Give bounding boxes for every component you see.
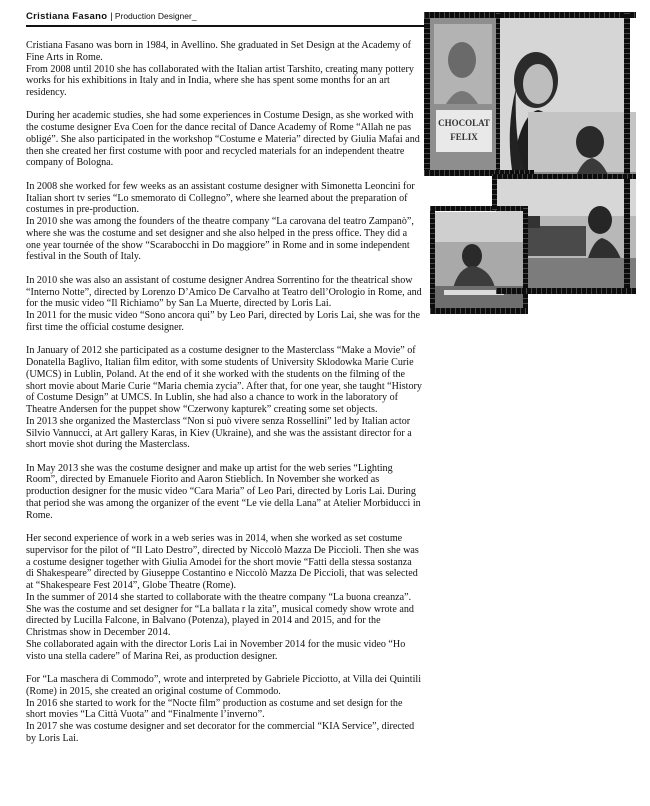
bio-paragraph-4 [26, 275, 422, 334]
bio-paragraph-7 [26, 533, 422, 662]
bio-line: Cristiana Fasano was born in 1984, in Avellino. She graduated in Set Design at the Academy of Fine Arts in Rome. [26, 40, 411, 63]
bio-paragraph-1 [26, 40, 422, 99]
cutting-photo-image [434, 212, 524, 310]
biography-text [26, 40, 422, 756]
bio-line: In 2008 she worked for few weeks as an assistant costume designer with Simonetta Leoncini for Italian short tv series “Lo smemorato di Collegno”, where she learned about the preparation of costumes in pre-production. [26, 180, 415, 216]
bio-line: Her second experience of work in a web series was in 2014, when she worked as set costume supervisor for the pilot of “Il Lato Destro”, directed by Niccolò Mazza De Piccioli. Then she was a costume designer together with Giulia Amodei for the short movie “Fatti della stessa sostanza di Shakespeare” directed by Giuseppe Costantino e Niccolò Mazza De Piccioli, that was selected at “Shakespeare Fest 2014”, Globe Theatre (Rome). [26, 533, 419, 592]
bio-paragraph-5 [26, 345, 422, 451]
designer-role: Production Designer_ [114, 11, 197, 21]
bio-line: In 2013 she organized the Masterclass “Non si può vivere senza Rossellini” led by Italian actor Silvio Vannucci, at Art gallery Karas, in Kiev (Ukraine), and she was the assistant director for a short movie shot during the Masterclass. [26, 415, 412, 451]
bio-line: In January of 2012 she participated as a costume designer to the Masterclass “Make a Movie” of Donatella Baglivo, Italian film editor, with some students of University Sklodowka Marie Curie (UMCS) in Lublin, Poland. At the end of it she worked with the students on the filming of the short movie about Marie Curie “Maria chemia zycia”. After that, for one year, she taught “History of Costume Design” at UMCS. In Lublin, she had also a chance to work in the laboratory of Theatre Andersen for the puppet show “Czerwony kapturek” creating some set objects. [26, 345, 422, 415]
bio-line: In the summer of 2014 she started to collaborate with the theatre company “La buona creanza”. She was the costume and set designer for “La ballata r la zita”, musical comedy show wrote and directed by Lucilla Falcone, in Balvano (Potenza), played in 2014 and 2015, and for the Christmas show in December 2014. [26, 591, 414, 639]
bio-line: In 2010 she was also an assistant of costume designer Andrea Sorrentino for the theatrical show “Interno Notte”, directed by Lorenzo D’Amico De Carvalho at Teatro dell’Orologio in Rome, and for the music video “Il Richiamo” by San La Muerte, directed by Loris Lai. [26, 274, 422, 310]
bio-line: In May 2013 she was the costume designer and make up artist for the web series “Lighting Room”, directed by Emanuele Fiorito and Aaron Stieblich. In November she worked as production designer for the music video “Cara Maria” of Leo Pari, directed by Loris Lai. During that period she was among the organizer of the event “Le vie della Lana” at Atelier Morbiducci in Rome. [26, 462, 421, 521]
page-header [26, 9, 197, 23]
bio-line: In 2016 she started to work for the “Nocte film” production as costume and set design for the short movies “La Città Vuota” and “Finalmente l’inverno”. [26, 697, 403, 721]
bio-line: In 2011 for the music video “Sono ancora qui” by Leo Pari, directed by Loris Lai, she was for the first time the official costume designer. [26, 310, 421, 333]
bio-line: For “La maschera di Commodo”, wrote and interpreted by Gabriele Picciotto, at Villa dei Quintili (Rome) in 2015, she created an original costume of Commodo. [26, 674, 421, 697]
bio-line: From 2008 until 2010 she has collaborated with the Italian artist Tarshito, creating many pottery works for his exhibitions in Italy and in India, where she has spent some months for an art residency. [26, 63, 414, 98]
bio-line: In 2010 she was among the founders of the theatre company “La carovana del teatro Zampanò”, where she was the costume and set designer and she also helped in the press office. They did a one year tournée of the show “Scarabocchi in Do maggiore” in Rome and in some independent festival in the South of Italy. [26, 216, 414, 263]
cutting-photo [434, 212, 524, 310]
bio-paragraph-8 [26, 674, 422, 745]
bio-line: In 2017 she was costume designer and set decorator for the commercial “KIA Service”, directed by Loris Lai. [26, 721, 415, 744]
bio-line: During her academic studies, she had some experiences in Costume Design, as she worked with the costume designer Eva Coen for the dance recital of Dance Academy of Rome “Allah ne pas obligé”. She also participated in the workshop “Costume e Materia” directed by Giulia Mafai and then she created her first costume with poor and recycled materials for an independent theatre company of Bologna. [26, 110, 420, 169]
bio-paragraph-6 [26, 463, 422, 522]
designer-name: Cristiana Fasano [26, 11, 108, 22]
bio-paragraph-2 [26, 110, 422, 169]
poster-lettering: FELIX [450, 132, 478, 142]
bio-paragraph-3 [26, 181, 422, 263]
header-rule [26, 25, 430, 27]
header-separator: | [110, 11, 113, 22]
bio-line: She collaborated again with the director Loris Lai in November 2014 for the music video “Ho visto una stella cadere” of Marina Rei, as production designer. [26, 638, 406, 662]
poster-lettering: CHOCOLAT [438, 118, 490, 128]
